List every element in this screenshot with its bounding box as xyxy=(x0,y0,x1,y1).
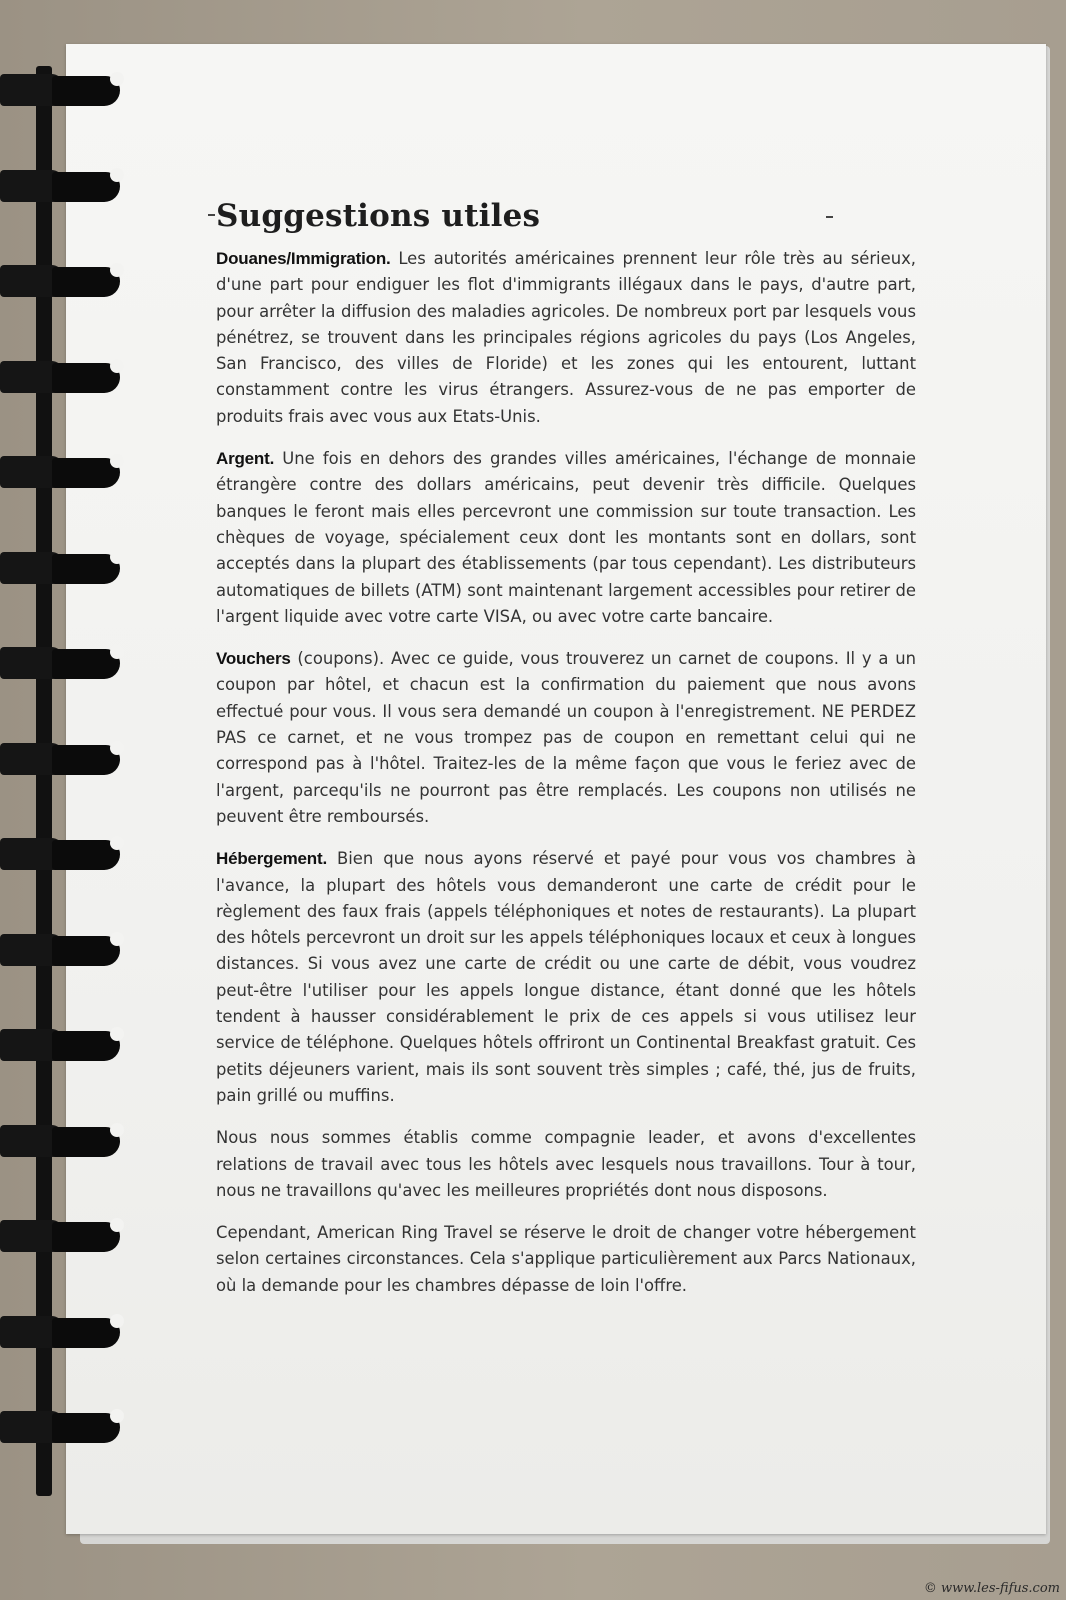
section-keyword: Argent. xyxy=(216,449,275,469)
binding-ring-hole xyxy=(110,741,124,755)
binding-ring xyxy=(0,930,128,970)
section-keyword: Douanes/Immigration. xyxy=(216,249,391,268)
article xyxy=(216,198,916,1315)
section-keyword: Vouchers xyxy=(216,649,291,669)
section-text: Une fois en dehors des grandes villes américaines, l'échange de monnaie étrangère contre des dollars américains, peut devenir très difficile. Quelques banques le feront mais elles percevront une commission sur toute transaction. Les chèques de voyage, spécialement ceux dont les montants sont en dollars, sont acceptés dans la plupart des établissements (par tous cependant). Les distributeurs automatiques de billets (ATM) sont maintenant largement accessibles pour retirer de l'argent liquide avec votre carte VISA, ou avec votre carte bancaire. xyxy=(216,449,916,626)
watermark: © www.les-fifus.com xyxy=(923,1581,1060,1596)
binding-ring xyxy=(0,1121,128,1161)
binding-ring xyxy=(0,739,128,779)
binding-ring-hole xyxy=(110,359,124,373)
binding-ring xyxy=(0,834,128,874)
spiral-binding xyxy=(0,0,140,1600)
binding-ring-hole xyxy=(110,1314,124,1328)
section-lodging xyxy=(216,846,916,1109)
binding-ring xyxy=(0,357,128,397)
section-text: Les autorités américaines prennent leur rôle très au sérieux, d'une part pour endiguer les flot d'immigrants illégaux dans le pays, d'autre part, pour arrêter la diffusion des maladies agricoles. De nombreux port par lesquels vous pénétrez, se trouvent dans les principales régions agricoles du pays (Los Angeles, San Francisco, des villes de Floride) et les zones qui les entourent, luttant constamment contre les virus étrangers. Assurez-vous de ne pas emporter de produits frais avec vous aux Etats-Unis. xyxy=(216,249,916,426)
binding-ring-hole xyxy=(110,550,124,564)
binding-ring xyxy=(0,643,128,683)
paragraph-disclaimer: Cependant, American Ring Travel se réserve le droit de changer votre hébergement selon certaines circonstances. Cela s'applique particulièrement aux Parcs Nationaux, où la demande pour les chambres dépasse de loin l'offre. xyxy=(216,1223,916,1295)
section-keyword: Hébergement. xyxy=(216,849,327,869)
binding-ring xyxy=(0,452,128,492)
binding-ring xyxy=(0,70,128,110)
section-money xyxy=(216,446,916,630)
binding-ring xyxy=(0,1216,128,1256)
paragraph-partners: Nous nous sommes établis comme compagnie leader, et avons d'excellentes relations de travail avec tous les hôtels avec lesquels nous travaillons. Tour à tour, nous ne travaillons qu'avec les meilleures propriétés dont nous disposons. xyxy=(216,1128,916,1200)
binding-ring-hole xyxy=(110,1218,124,1232)
binding-ring-hole xyxy=(110,1409,124,1423)
page-title: Suggestions utiles xyxy=(216,198,541,234)
binding-ring-hole xyxy=(110,932,124,946)
binding-ring xyxy=(0,1407,128,1447)
binding-ring-hole xyxy=(110,168,124,182)
section-customs xyxy=(216,246,916,430)
binding-ring-hole xyxy=(110,645,124,659)
section-vouchers xyxy=(216,646,916,830)
print-mark xyxy=(208,214,215,216)
binding-ring xyxy=(0,1025,128,1065)
binding-ring-hole xyxy=(110,1123,124,1137)
section-text: (coupons). Avec ce guide, vous trouverez un carnet de coupons. Il y a un coupon par hôtel, et chacun est la confirmation du paiement que nous avons effectué pour vous. Il vous sera demandé un coupon à l'enregistrement. NE PERDEZ PAS ce carnet, et ne vous trompez pas de coupon en remettant celui qui ne correspond pas à l'hôtel. Traitez-les de la même façon que vous le feriez avec de l'argent, parcequ'ils ne pourront pas être remplacés. Les coupons non utilisés ne peuvent être remboursés. xyxy=(216,649,916,826)
binding-ring-hole xyxy=(110,1027,124,1041)
binding-ring xyxy=(0,1312,128,1352)
binding-ring xyxy=(0,166,128,206)
binding-ring xyxy=(0,261,128,301)
binding-ring-hole xyxy=(110,72,124,86)
binding-ring-hole xyxy=(110,454,124,468)
binding-ring-hole xyxy=(110,263,124,277)
binding-ring-hole xyxy=(110,836,124,850)
section-text: Bien que nous ayons réservé et payé pour vous vos chambres à l'avance, la plupart des hôtels vous demanderont une carte de crédit pour le règlement des faux frais (appels téléphoniques et notes de restaurants). La plupart des hôtels percevront un droit sur les appels téléphoniques locaux et ceux à longues distances. Si vous avez une carte de crédit ou une carte de débit, vous voudrez peut-être l'utiliser pour les appels longue distance, étant donné que les hôtels tendent à hausser considérablement le prix de ces appels si vous utilisez leur service de téléphone. Quelques hôtels offriront un Continental Breakfast gratuit. Ces petits déjeuners varient, mais ils sont souvent très simples ; café, thé, jus de fruits, pain grillé ou muffins. xyxy=(216,849,916,1105)
binding-ring xyxy=(0,548,128,588)
